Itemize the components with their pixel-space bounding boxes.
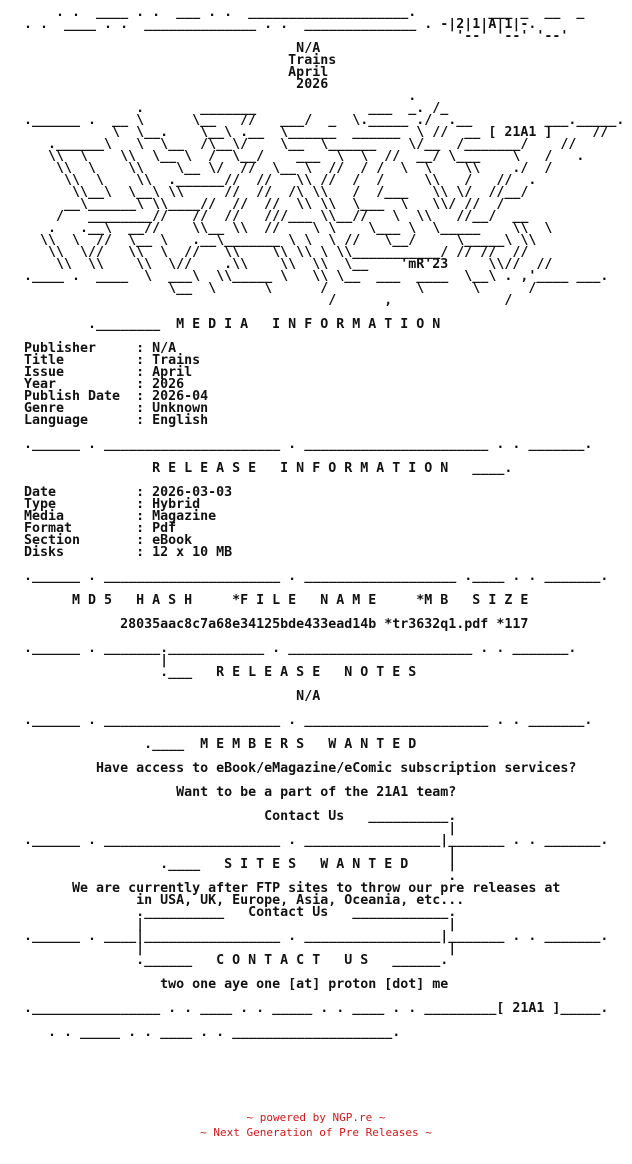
nfo-line: Publisher : N/A [24,341,177,356]
nfo-line: .____ M E M B E R S W A N T E D [24,737,417,752]
nfo-line: \\ \ \\ \__ \/ // \__ \ // / / \ \ \\ ./ / [24,161,553,176]
nfo-line: Contact Us __________. [24,809,457,824]
nfo-line: . . ____ . . ______________ . . ______________ . -|2|1|A|1|-. [24,17,537,32]
nfo-line: .______ C O N T A C T U S ______. [24,953,449,968]
nfo-line: . [24,89,417,104]
nfo-line: \\ \ \\ .______// // \\ // / / \\ / // . [24,173,537,188]
nfo-line: in USA, UK, Europe, Asia, Oceania, etc... [24,893,465,908]
nfo-line: .________________ . . ____ . . _____ . . ____ . . _________[ 21A1 ]_____. [24,1001,609,1016]
nfo-line: / ________// // // ///___ \\__// \ \\ //__/ __ [24,209,529,224]
nfo-line: \\ \\ \\ \// .\\ \\ \\ \__ 'mR'23 \\// // [24,257,553,272]
nfo-line: \ \__. \__\ .__ \______ ______ \ // __ [ 21A1 ] // [24,125,609,140]
nfo-line: .__________ Contact Us ____________. [24,905,457,920]
nfo-line: | [24,653,169,668]
nfo-line: .______ . _______.____________ . _______________________ . . _______. [24,641,577,656]
nfo-line: N/A [24,41,321,56]
nfo-line: Year : 2026 [24,377,185,392]
nfo-line: | | [24,917,457,932]
nfo-line: . . _____ . . ____ . . ____________________. [24,1025,401,1040]
nfo-line: Type : Hybrid [24,497,201,512]
nfo-line: .______\ \ \__ /\__\/ \__ \______ \/__ /_______/ // [24,137,577,152]
nfo-line: 2026 [24,77,329,92]
footer [0,1110,632,1140]
nfo-line: two one aye one [at] proton [dot] me [24,977,449,992]
nfo-line: Genre : Unknown [24,401,209,416]
nfo-line: / , / [24,293,513,308]
nfo-line: | [24,845,457,860]
nfo-line: Date : 2026-03-03 [24,485,233,500]
nfo-line: .___ R E L E A S E N O T E S [24,665,417,680]
nfo-line: R E L E A S E I N F O R M A T I O N ____. [24,461,513,476]
nfo-line: . .__\ __// \\__ \\ // \ \ \___ \ \_____ \\ \ [24,221,553,236]
nfo-line: Publish Date : 2026-04 [24,389,209,404]
nfo-line: 28035aac8c7a68e34125bde433ead14b *tr3632q1.pdf *117 [24,617,529,632]
nfo-line: N/A [24,689,321,704]
nfo-line: Language : English [24,413,209,428]
nfo-line: M D 5 H A S H *F I L E N A M E *M B S I Z E [24,593,529,608]
nfo-line: | | [24,941,457,956]
nfo-line: \\ \// \\ \ // \\ \\ \\ \ \\___________/ // // // [24,245,529,260]
nfo-line: We are currently after FTP sites to throw our pre releases at [24,881,561,896]
nfo-line: Disks : 12 x 10 MB [24,545,233,560]
nfo-line: .______ . ____|_________________ . _________________|_______ . . _______. [24,929,609,944]
nfo-line: Section : eBook [24,533,193,548]
footer-powered-by: ~ powered by NGP.re ~ [246,1111,386,1124]
nfo-line: .______ . ______________________ . _________________|_______ . . _______. [24,833,609,848]
nfo-line: Media : Magazine [24,509,217,524]
nfo-line: .____ . ____ \ ___\ \\_____ \ \\ \__ ___ ____ \__\ . ,'____ ___. [24,269,609,284]
nfo-line: Title : Trains [24,353,201,368]
nfo-line: Format : Pdf [24,521,177,536]
nfo-line: | [24,821,457,836]
nfo-line: .______ . ______________________ . _______________________ . . _______. [24,713,593,728]
nfo-text [24,7,624,1039]
nfo-line: \__ \ \ / \ \ / [24,281,537,296]
nfo-line: .____ S I T E S W A N T E D | [24,857,457,872]
nfo-line: __\______\ \\____// // // \\ \\ \___ \ \\/ // / [24,197,505,212]
nfo-line: . . ____ . . ___ . . ____________________. ___ _ __ _ [24,5,585,20]
nfo-line: '--' '--' '--' [24,29,569,44]
nfo-line: . [24,869,457,884]
nfo-line: Have access to eBook/eMagazine/eComic subscription services? [24,761,577,776]
nfo-line: .______ . __ \ \__ // ___/ _ \._____ ./ .__ ___._____. [24,113,625,128]
nfo-line: Want to be a part of the 21A1 team? [24,785,457,800]
footer-tagline: ~ Next Generation of Pre Releases ~ [200,1126,432,1139]
nfo-line: \\ \ \\ \__ \ / \__/ ___ \ \ // __/ \___ \ / . [24,149,585,164]
nfo-line: .______ . ______________________ . ___________________ .____ . . _______. [24,569,609,584]
nfo-line: . _______ ___ _. /_ [24,101,449,116]
nfo-line: April [24,65,329,80]
nfo-line: \\ \ // \__ \ .__\_______ \ \ \ // \__/ \_____\ \\ [24,233,537,248]
nfo-line: .______ . ______________________ . _______________________ . . _______. [24,437,593,452]
nfo-line: Issue : April [24,365,193,380]
nfo-line: Trains [24,53,337,68]
nfo-line: \\__\ \__\ \\ // // /\ \\ / /___ \\ \/ //__/ [24,185,529,200]
nfo-line: .________ M E D I A I N F O R M A T I O N [24,317,441,332]
